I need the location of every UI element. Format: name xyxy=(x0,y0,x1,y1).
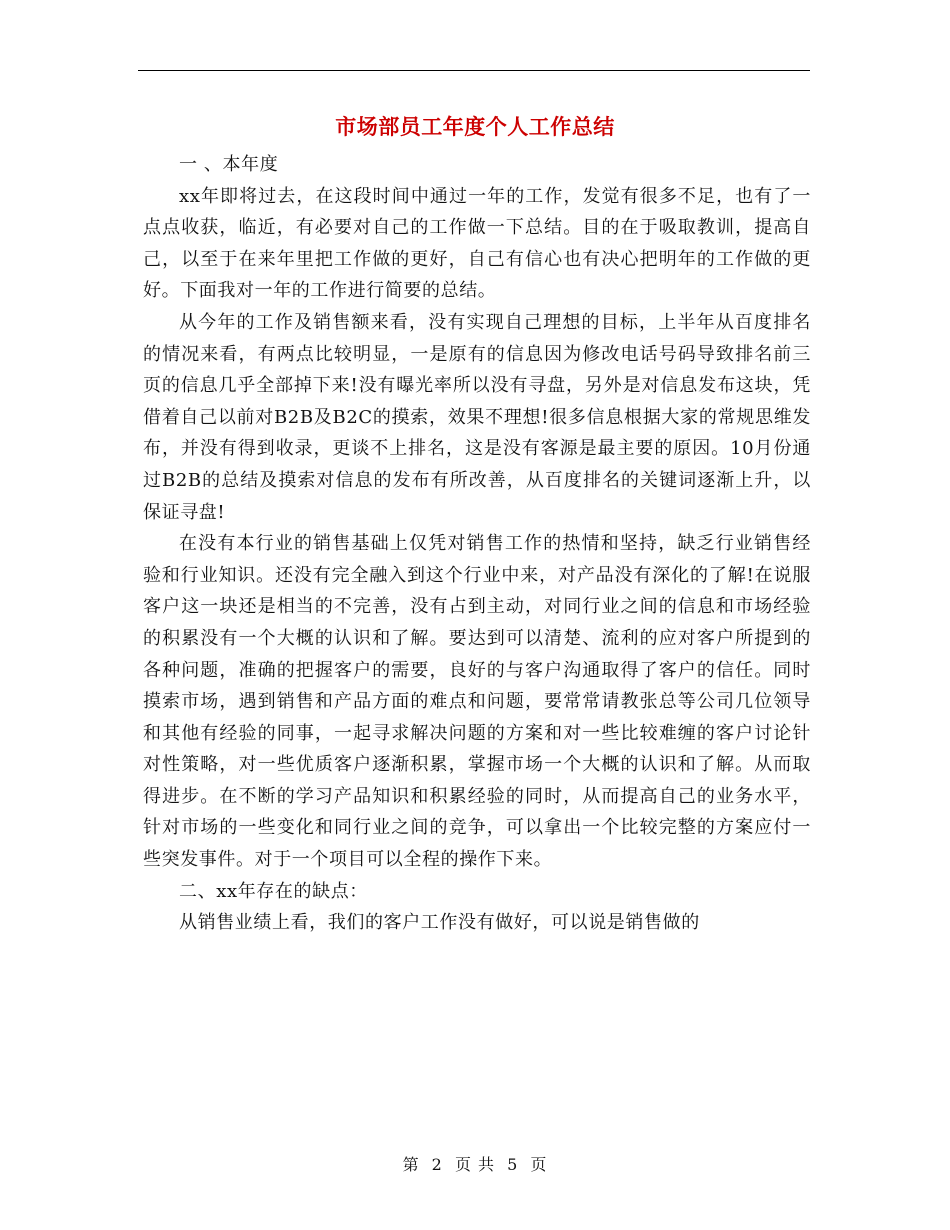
footer-suffix: 页 xyxy=(530,1155,548,1174)
footer-total-pages: 5 xyxy=(507,1155,519,1174)
section-heading-2: 二、xx年存在的缺点： xyxy=(179,880,368,902)
paragraph-experience: 在没有本行业的销售基础上仅凭对销售工作的热情和坚持，缺乏行业销售经验和行业知识。还没有完全融入到这个行业中来，对产品没有深化的了解!在说服客户这一块还是相当的不完善，没有占到主动，对同行业之间的信息和市场经验的积累没有一个大概的认识和了解。要达到可以清楚、流利的应对客户所提到的各种问题，准确的把握客户的需要，良好的与客户沟通取得了客户的信任。同时摸索市场，遇到销售和产品方面的难点和问题，要常常请教张总等公司几位领导和其他有经验的同事，一起寻求解决问题的方案和对一些比较难缠的客户讨论针对性策略，对一些优质客户逐渐积累，掌握市场一个大概的认识和了解。从而取得进步。在不断的学习产品知识和积累经验的同时，从而提高自己的业务水平，针对市场的一些变化和同行业之间的竞争，可以拿出一个比较完整的方案应付一些突发事件。对于一个项目可以全程的操作下来。 xyxy=(143,533,811,871)
section-heading-1: 一 、本年度 xyxy=(179,154,279,175)
footer-prefix: 第 xyxy=(402,1155,420,1174)
paragraph-sales-review: 从今年的工作及销售额来看，没有实现自己理想的目标，上半年从百度排名的情况来看，有两点比较明显，一是原有的信息因为修改电话号码导致排名前三页的信息几乎全部掉下来!没有曝光率所以没有寻盘，另外是对信息发布这块，凭借着自己以前对B2B及B2C的摸索，效果不理想!很多信息根据大家的常规思维发布，并没有得到收录，更谈不上排名，这是没有客源是最主要的原因。10月份通过B2B的总结及摸索对信息的发布有所改善，从百度排名的关键词逐渐上升，以保证寻盘! xyxy=(143,311,811,523)
header-rule xyxy=(138,70,810,71)
footer-page-number: 2 xyxy=(431,1155,443,1174)
document-body xyxy=(143,149,811,939)
page-footer xyxy=(0,1153,950,1177)
paragraph-shortcomings: 从销售业绩上看，我们的客户工作没有做好，可以说是销售做的 xyxy=(179,912,700,934)
paragraph-intro: xx年即将过去，在这段时间中通过一年的工作，发觉有很多不足，也有了一点点收获，临近，有必要对自己的工作做一下总结。目的在于吸取教训，提高自己，以至于在来年里把工作做的更好，自己有信心也有决心把明年的工作做的更好。下面我对一年的工作进行简要的总结。 xyxy=(143,185,811,302)
document-title: 市场部员工年度个人工作总结 xyxy=(335,115,615,139)
footer-middle: 页 共 xyxy=(454,1155,496,1174)
